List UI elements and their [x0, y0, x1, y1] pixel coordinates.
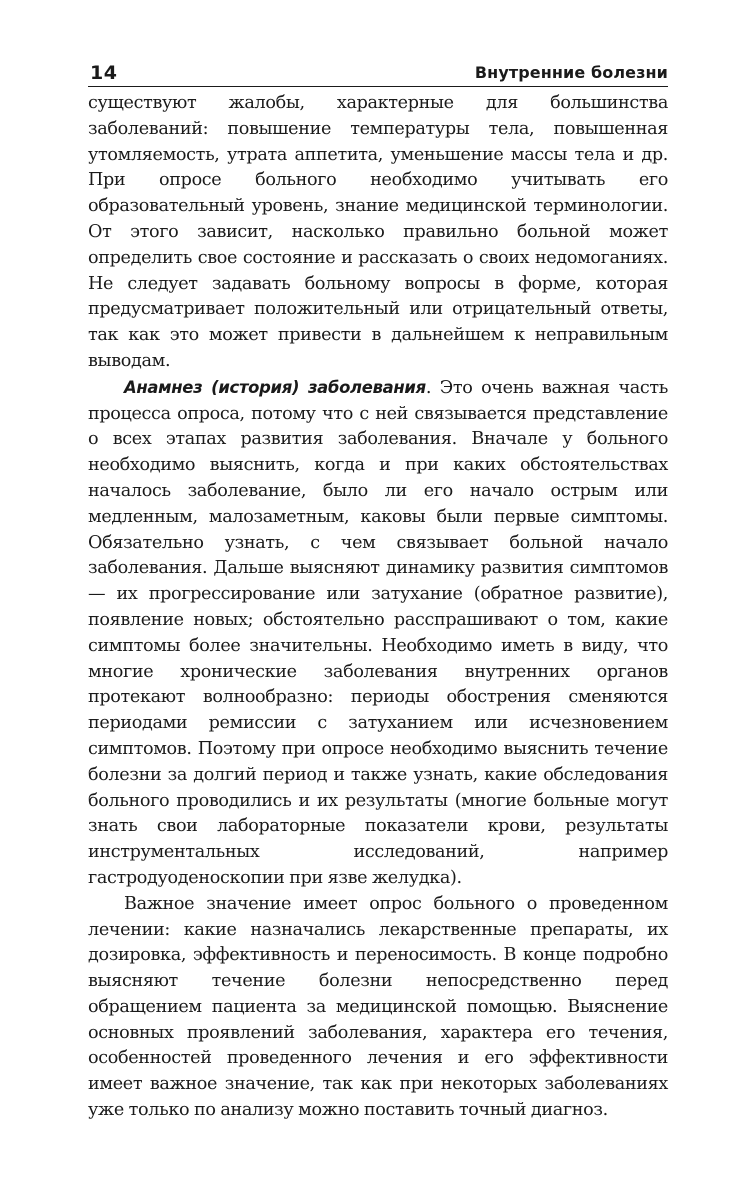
body-text — [88, 91, 668, 1124]
page-header — [88, 52, 668, 87]
paragraph-anamnesis — [88, 375, 668, 892]
book-page — [88, 52, 668, 1124]
paragraph-continued: существуют жалобы, характерные для большинства заболеваний: повышение температуры тела, повышенная утомляемость, утрата аппетита, уменьшение массы тела и др. При опросе больного необходимо учитывать его образовательный уровень, знание медицинской терминологии. От этого зависит, насколько правильно больной может определить свое состояние и рассказать о своих недомоганиях. Не следует задавать больному вопросы в форме, которая предусматривает положительный или отрицательный ответы, так как это может привести в дальнейшем к неправильным выводам. — [88, 93, 668, 371]
running-title: Внутренние болезни — [474, 63, 668, 82]
page-number: 14 — [90, 62, 118, 84]
section-term: Анамнез (история) заболевания — [124, 377, 426, 397]
paragraph-treatment: Важное значение имеет опрос больного о проведенном лечении: какие назначались лекарственные препараты, их дозировка, эффективность и переносимость. В конце подробно выясняют течение болезни непосредственно перед обращением пациента за медицинской помощью. Выяснение основных проявлений заболевания, характера его течения, особенностей проведенного лечения и его эффективности имеет важное значение, так как при некоторых заболеваниях уже только по анализу можно поставить точный диагноз. — [88, 893, 668, 1121]
paragraph-text: . Это очень важная часть процесса опроса, потому что с ней связывается представление о всех этапах развития заболевания. Вначале у больного необходимо выяснить, когда и при каких обстоятельствах началось заболевание, было ли его начало острым или медленным, малозаметным, каковы были первые симптомы. Обязательно узнать, с чем связывает больной начало заболевания. Дальше выясняют динамику развития симптомов — их прогрессирование или затухание (обратное развитие), появление новых; обстоятельно расспрашивают о том, какие симптомы более значительны. Необходимо иметь в виду, что многие хронические заболевания внутренних органов протекают волнообразно: периоды обострения сменяются периодами ремиссии с затуханием или исчезновением симптомов. Поэтому при опросе необходимо выяснить течение болезни за долгий период и также узнать, какие обследования больного проводились и их результаты (многие больные могут знать свои лабораторные показатели крови, результаты инструментальных исследований, например гастродуоденоскопии при язве желудка). — [88, 377, 668, 888]
